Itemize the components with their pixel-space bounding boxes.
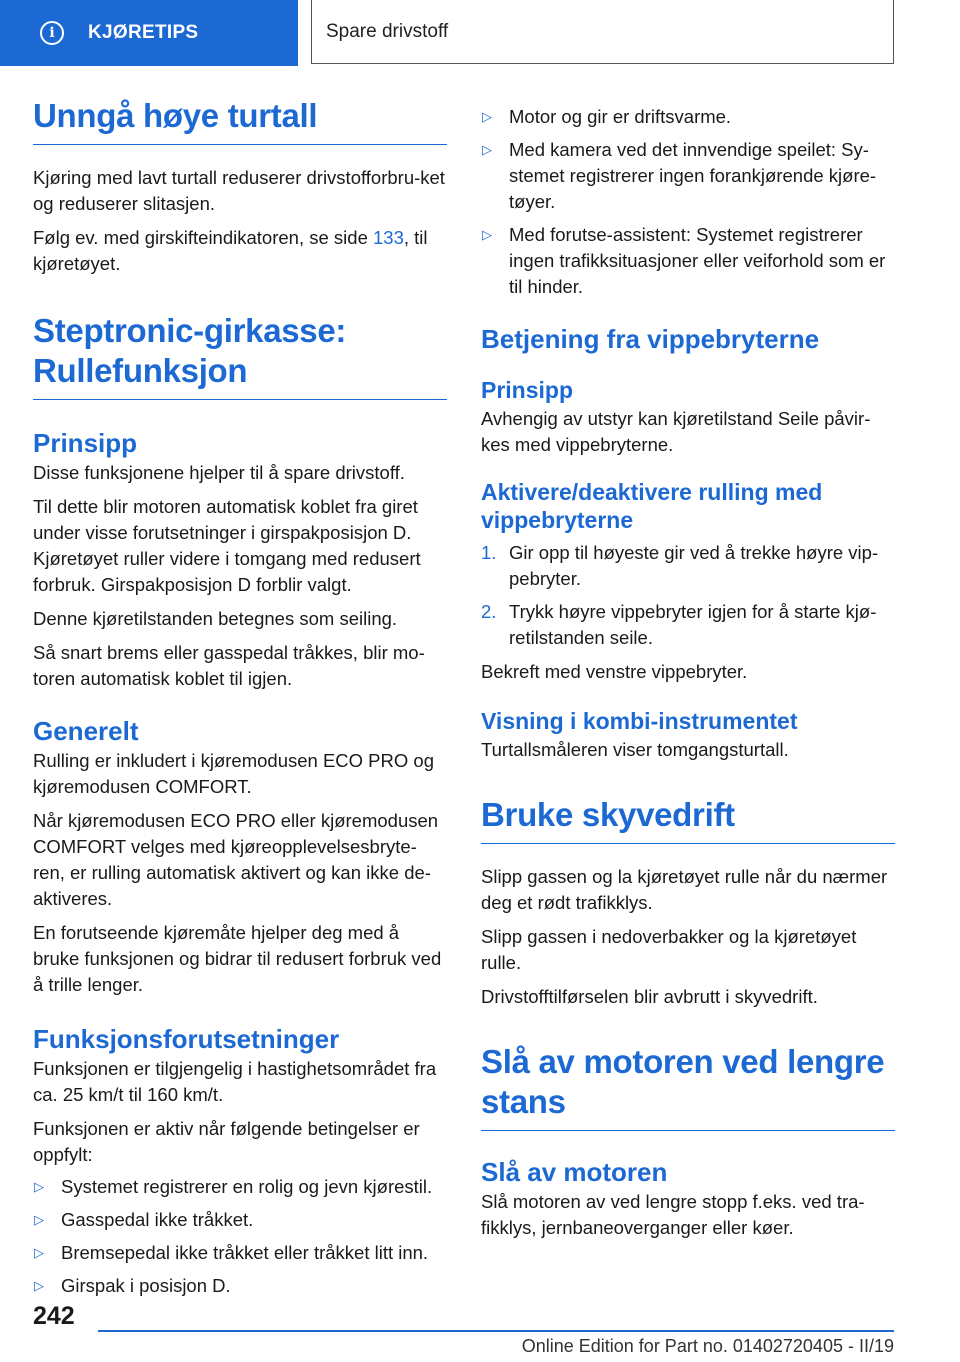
- list-item-text: Med forutse-assistent: Systemet registrerer ingen trafikksituasjoner eller veiforhold som er til hinder.: [509, 224, 886, 297]
- heading-principle: Prinsipp: [481, 377, 574, 403]
- paragraph: Så snart brems eller gasspedal tråkkes, blir mo-toren automatisk koblet til igjen.: [33, 642, 425, 689]
- heading-activate-coasting: Aktivere/deaktivere rulling med vippebryterne: [481, 479, 823, 533]
- heading-paddle-operation: Betjening fra vippebryterne: [481, 324, 820, 354]
- footer-divider: [98, 1330, 894, 1332]
- paragraph: Bekreft med venstre vippebryter.: [481, 661, 748, 682]
- triangle-right-icon: ▷: [34, 1212, 44, 1227]
- heading-coasting-overrun: Bruke skyvedrift: [481, 795, 895, 844]
- list-item: [481, 104, 895, 130]
- triangle-right-icon: ▷: [482, 109, 492, 124]
- paragraph: Slipp gassen og la kjøretøyet rulle når du nærmer deg et rødt trafikklys.: [481, 866, 888, 913]
- step-number: 1.: [481, 542, 497, 563]
- heading-engine-off-long-stop: Slå av motoren ved lengre stans: [481, 1042, 895, 1131]
- text: Følg ev. med girskifteindikatoren, se side: [33, 227, 368, 248]
- step-number: 2.: [481, 601, 497, 622]
- step-item: [481, 599, 895, 651]
- list-item: [33, 1240, 447, 1266]
- list-item-text: Motor og gir er driftsvarme.: [509, 106, 732, 127]
- info-icon: i: [40, 21, 64, 45]
- paragraph: Slå motoren av ved lengre stopp f.eks. ved tra-fikklys, jernbaneoverganger eller køer.: [481, 1191, 865, 1238]
- page-reference-link[interactable]: 133: [373, 227, 404, 248]
- chapter-tab-label: KJØRETIPS: [88, 22, 199, 43]
- step-item: [481, 540, 895, 592]
- right-column: [481, 96, 895, 1241]
- paragraph: Disse funksjonene hjelper til å spare drivstoff.: [33, 462, 405, 483]
- section-title-text: Spare drivstoff: [326, 20, 449, 42]
- chapter-tab[interactable]: [0, 0, 298, 66]
- list-item: [481, 137, 895, 215]
- list-item-text: Bremsepedal ikke tråkket eller tråkket litt inn.: [61, 1242, 429, 1263]
- paragraph: Når kjøremodusen ECO PRO eller kjøremodusen COMFORT velges med kjøreopplevelsesbryte-ren, er rulling automatisk aktivert og kan ikke de-aktiveres.: [33, 810, 439, 909]
- paragraph: Slipp gassen i nedoverbakker og la kjøretøyet rulle.: [481, 926, 857, 973]
- paragraph: Denne kjøretilstanden betegnes som seiling.: [33, 608, 398, 629]
- paragraph: Kjøring med lavt turtall reduserer drivstofforbru-ket og reduserer slitasjen.: [33, 167, 445, 214]
- triangle-right-icon: ▷: [34, 1179, 44, 1194]
- edition-info: Online Edition for Part no. 01402720405 - II/19: [521, 1336, 894, 1356]
- triangle-right-icon: ▷: [34, 1278, 44, 1293]
- heading-steptronic-coasting: Steptronic-girkasse: Rullefunksjon: [33, 311, 447, 400]
- paragraph: Turtallsmåleren viser tomgangsturtall.: [481, 739, 789, 760]
- list-item-text: Gasspedal ikke tråkket.: [61, 1209, 254, 1230]
- heading-principle: Prinsipp: [33, 428, 138, 458]
- heading-avoid-high-rpm: Unngå høye turtall: [33, 96, 447, 145]
- requirements-list: [33, 1174, 447, 1299]
- list-item-text: Girspak i posisjon D.: [61, 1275, 231, 1296]
- triangle-right-icon: ▷: [34, 1245, 44, 1260]
- paragraph: [33, 225, 447, 277]
- paragraph: Til dette blir motoren automatisk koblet fra giret under visse forutsetninger i girspakposisjon D. Kjøretøyet ruller videre i tomgang med redusert forbruk. Girspakposisjon D forblir valgt.: [33, 496, 421, 595]
- section-title: [311, 0, 894, 64]
- step-text: Gir opp til høyeste gir ved å trekke høyre vip-pebryter.: [509, 542, 879, 589]
- paragraph: Rulling er inkludert i kjøremodusen ECO PRO og kjøremodusen COMFORT.: [33, 750, 434, 797]
- page-header: [0, 0, 960, 66]
- paragraph: Funksjonen er aktiv når følgende betingelser er oppfylt:: [33, 1118, 420, 1165]
- list-item: [481, 222, 895, 300]
- heading-instrument-display: Visning i kombi-instrumentet: [481, 708, 798, 734]
- paragraph: En forutseende kjøremåte hjelper deg med å bruke funksjonen og bidrar til redusert forbruk ved å trille lenger.: [33, 922, 442, 995]
- heading-general: Generelt: [33, 716, 139, 746]
- list-item-text: Med kamera ved det innvendige speilet: Sy-stemet registrerer ingen forankjørende kjøre-tøyer.: [509, 139, 877, 212]
- triangle-right-icon: ▷: [482, 142, 492, 157]
- list-item: [33, 1174, 447, 1200]
- paragraph: Funksjonen er tilgjengelig i hastighetsområdet fra ca. 25 km/t til 160 km/t.: [33, 1058, 437, 1105]
- heading-function-requirements: Funksjonsforutsetninger: [33, 1024, 340, 1054]
- heading-engine-off: Slå av motoren: [481, 1157, 668, 1187]
- page-number: 242: [33, 1302, 75, 1330]
- list-item-text: Systemet registrerer en rolig og jevn kjørestil.: [61, 1176, 433, 1197]
- list-item: [33, 1273, 447, 1299]
- paragraph: Avhengig av utstyr kan kjøretilstand Seile påvir-kes med vippebryterne.: [481, 408, 871, 455]
- triangle-right-icon: ▷: [482, 227, 492, 242]
- text: , til kjøretøyet.: [33, 227, 428, 274]
- left-column: [33, 96, 447, 1299]
- activation-steps: [481, 540, 895, 651]
- step-text: Trykk høyre vippebryter igjen for å starte kjø-retilstanden seile.: [509, 601, 877, 648]
- list-item: [33, 1207, 447, 1233]
- conditions-list: [481, 104, 895, 300]
- paragraph: Drivstofftilførselen blir avbrutt i skyvedrift.: [481, 986, 818, 1007]
